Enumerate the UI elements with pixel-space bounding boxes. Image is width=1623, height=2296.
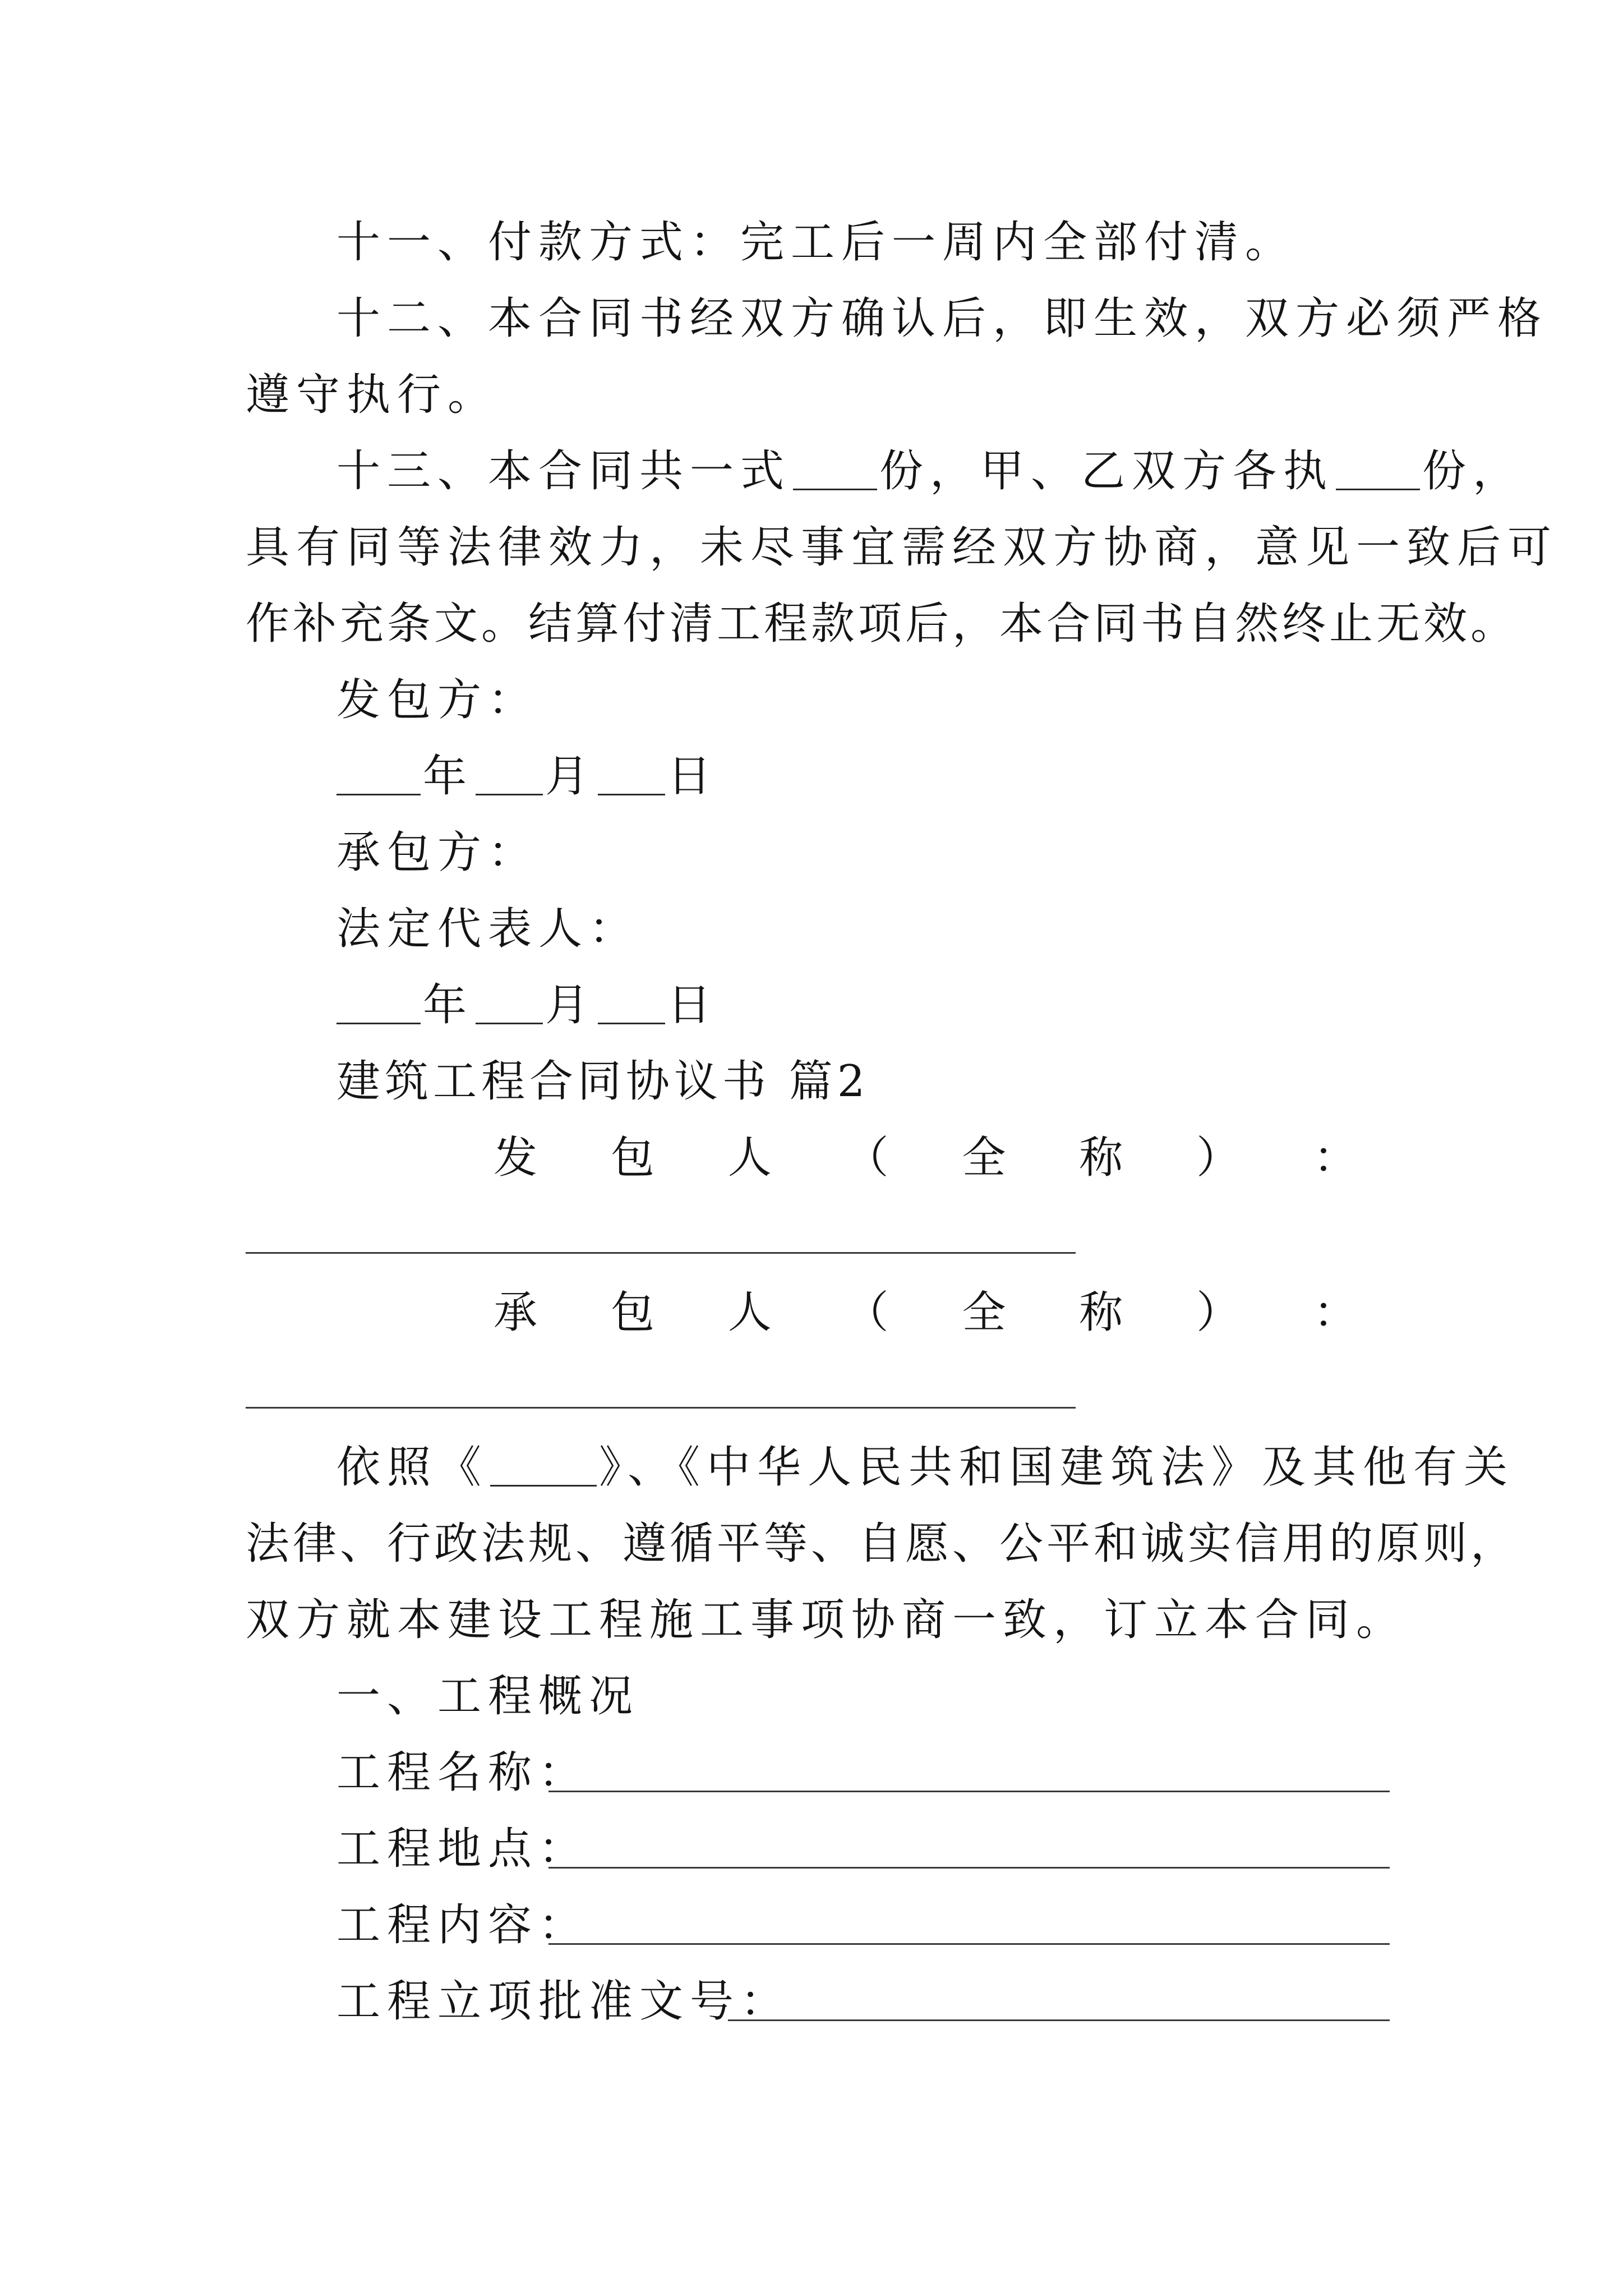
basis-line-3 bbox=[246, 1586, 1407, 1654]
clause-12-text-2: 遵守执行。 bbox=[246, 370, 499, 420]
month-label: 月 bbox=[545, 980, 596, 1030]
clause-13-text-2: 份，甲、乙双方各执 bbox=[879, 446, 1334, 496]
year-label: 年 bbox=[423, 980, 474, 1030]
project-location-input[interactable] bbox=[548, 1867, 1390, 1869]
clause-13-text-1: 十三、本合同共一式 bbox=[336, 446, 791, 496]
basis-text-2: 》、《中华人民共和国建筑法》及其他有关 bbox=[599, 1442, 1515, 1493]
clause-12-line-2 bbox=[246, 361, 1390, 429]
copies-total-blank[interactable] bbox=[793, 449, 877, 490]
project-approval-row bbox=[336, 1968, 1481, 2035]
employer-char: （ bbox=[845, 1133, 889, 1183]
overview-heading-text: 一、工程概况 bbox=[336, 1671, 640, 1722]
clause-13-text-5: 作补充条文。结算付清工程款项后，本合同书自然终止无效。 bbox=[246, 599, 1518, 649]
party-a-line bbox=[336, 666, 1481, 734]
party-b-line bbox=[336, 819, 1481, 886]
year-blank[interactable] bbox=[336, 754, 421, 795]
year-blank[interactable] bbox=[336, 983, 421, 1024]
contractor-char: 人 bbox=[727, 1287, 772, 1338]
legal-rep-label: 法定代表人： bbox=[336, 904, 640, 954]
day-blank[interactable] bbox=[598, 754, 665, 795]
date-line-a bbox=[336, 743, 1481, 810]
project-name-row bbox=[336, 1739, 1481, 1806]
employer-char: 包 bbox=[610, 1133, 654, 1183]
day-label: 日 bbox=[667, 980, 718, 1030]
clause-13-line-3 bbox=[246, 590, 1518, 657]
project-approval-input[interactable] bbox=[728, 2019, 1390, 2021]
project-content-row bbox=[336, 1892, 1481, 1959]
copies-each-blank[interactable] bbox=[1336, 449, 1420, 490]
contractor-char: ） bbox=[1196, 1287, 1241, 1338]
overview-heading bbox=[336, 1663, 1481, 1730]
project-content-label: 工程内容： bbox=[336, 1900, 589, 1950]
clause-13-text-3: 份， bbox=[1422, 446, 1524, 496]
clause-11 bbox=[336, 209, 1481, 276]
contractor-name-blank[interactable] bbox=[246, 1407, 1076, 1409]
section-2-title: 建筑工程合同协议书 篇2 bbox=[336, 1056, 870, 1107]
project-name-input[interactable] bbox=[548, 1791, 1390, 1792]
project-location-row bbox=[336, 1815, 1481, 1883]
basis-text-1: 依照《 bbox=[336, 1442, 488, 1493]
basis-line-2 bbox=[246, 1510, 1518, 1577]
contractor-char: 全 bbox=[962, 1287, 1006, 1338]
clause-12-text-1: 十二、本合同书经双方确认后，即生效，双方必须严格 bbox=[336, 293, 1548, 344]
employer-char: 人 bbox=[727, 1133, 772, 1183]
contractor-char: 称 bbox=[1079, 1287, 1123, 1338]
legal-rep-line bbox=[336, 895, 1481, 963]
clause-12-line-1 bbox=[336, 285, 1548, 352]
month-blank[interactable] bbox=[476, 983, 543, 1024]
clause-13-text-4: 具有同等法律效力，未尽事宜需经双方协商，意见一致后可 bbox=[246, 522, 1559, 573]
project-location-label: 工程地点： bbox=[336, 1824, 589, 1874]
project-content-input[interactable] bbox=[548, 1943, 1390, 1945]
year-label: 年 bbox=[423, 751, 474, 802]
employer-char: ） bbox=[1196, 1133, 1241, 1183]
contractor-char: ： bbox=[1313, 1287, 1357, 1338]
clause-11-text: 十一、付款方式：完工后一周内全部付清。 bbox=[336, 217, 1296, 268]
employer-char: 全 bbox=[962, 1133, 1006, 1183]
section-2-heading bbox=[336, 1048, 1481, 1115]
project-approval-label: 工程立项批准文号： bbox=[336, 1976, 791, 2027]
basis-text-4: 双方就本建设工程施工事项协商一致，订立本合同。 bbox=[246, 1595, 1407, 1645]
employer-char: 发 bbox=[494, 1133, 538, 1183]
employer-name-blank[interactable] bbox=[246, 1252, 1076, 1254]
basis-text-3: 法律、行政法规、遵循平等、自愿、公平和诚实信用的原则， bbox=[246, 1519, 1518, 1569]
employer-char: 称 bbox=[1079, 1133, 1123, 1183]
employer-char: ： bbox=[1313, 1133, 1357, 1183]
month-blank[interactable] bbox=[476, 754, 543, 795]
clause-13-line-2 bbox=[246, 514, 1559, 581]
contractor-char: 承 bbox=[494, 1287, 538, 1338]
contractor-char: （ bbox=[845, 1287, 889, 1338]
basis-line-1 bbox=[336, 1434, 1515, 1501]
party-a-label: 发包方： bbox=[336, 675, 539, 725]
day-blank[interactable] bbox=[598, 983, 665, 1024]
law-name-blank[interactable] bbox=[490, 1446, 597, 1487]
day-label: 日 bbox=[667, 751, 718, 802]
clause-13-line-1 bbox=[336, 438, 1524, 505]
month-label: 月 bbox=[545, 751, 596, 802]
contractor-char: 包 bbox=[610, 1287, 654, 1338]
party-b-label: 承包方： bbox=[336, 827, 539, 878]
contractor-full-name-label bbox=[494, 1279, 1357, 1346]
date-line-b bbox=[336, 972, 1481, 1039]
employer-full-name-label bbox=[494, 1124, 1357, 1191]
project-name-label: 工程名称： bbox=[336, 1747, 589, 1798]
